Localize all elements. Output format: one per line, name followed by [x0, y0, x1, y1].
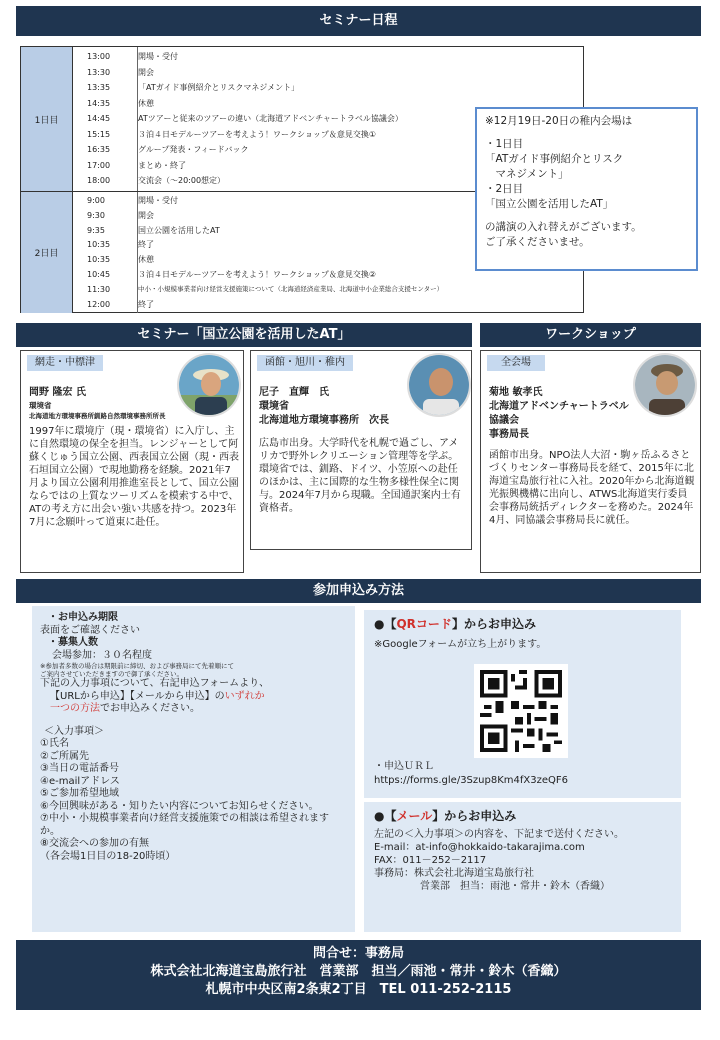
- venue-note: [475, 107, 698, 271]
- schedule-item: 休憩: [138, 255, 154, 265]
- schedule-item: 終了: [138, 299, 154, 309]
- speaker-photo: [177, 353, 241, 417]
- qr-title: ●【QRコード】からお申込み: [374, 617, 536, 631]
- mail-email[interactable]: E-mail：at-info@hokkaido-takarajima.com: [374, 842, 585, 853]
- mail-instruction: 左記の＜入力事項＞の内容を、下記まで送付ください。: [374, 829, 624, 840]
- mail-application-box: [364, 802, 681, 932]
- schedule-time: 9:00: [87, 196, 105, 205]
- field-item: ④e-mailアドレス: [40, 775, 120, 787]
- deadline-text: 表面をご確認ください: [40, 624, 140, 636]
- instruction-text: 下記の入力事項について、右記申込フォームより、: [40, 678, 270, 689]
- mail-contact: 営業部 担当：雨池・常井・鈴木（香織）: [420, 881, 610, 892]
- schedule-header: セミナー日程: [16, 6, 701, 36]
- note-line: ・2日目: [485, 183, 524, 195]
- schedule-item: まとめ・終了: [138, 160, 186, 170]
- capacity-heading: ・募集人数: [48, 637, 98, 648]
- schedule-item: グループ発表・フィードバック: [138, 145, 249, 154]
- schedule-time: 14:45: [87, 114, 111, 123]
- field-item: ⑦中小・小規模事業者向け経営支援施策での相談は希望されますか。: [40, 813, 329, 837]
- schedule-item: 開場・受付: [138, 52, 178, 61]
- mail-fax: FAX：011－252－2117: [374, 855, 487, 866]
- note-line: マネジメント」: [485, 168, 569, 180]
- speaker-name: 尼子 直輝 氏: [259, 387, 329, 398]
- speaker-org: 環境省: [29, 401, 52, 410]
- field-item: ②ご所属先: [40, 750, 89, 762]
- speaker-bio: 広島市出身。大学時代を札幌で過ごし、アメリカで野外レクリエーション管理等を学ぶ。環境省では、釧路、ドイツ、小笠原への赴任のほかは、主に国際的な生物多様性保全に関与。2024年7月から現職。全国通訳案内士有資格者。: [259, 438, 461, 514]
- qr-note: ※Googleフォームが立ち上がります。: [374, 639, 547, 650]
- speaker-org: 北海道地方環境事務所 次長: [259, 415, 389, 426]
- park-seminar-header: セミナー「国立公園を活用したAT」: [16, 323, 472, 347]
- note-line: ご了承くださいませ。: [485, 236, 590, 248]
- qr-code[interactable]: [474, 664, 568, 758]
- schedule-time: 15:15: [87, 129, 111, 139]
- deadline-heading: ・お申込み期限: [48, 612, 118, 623]
- capacity-text: 会場参加：３０名程度: [52, 649, 152, 661]
- field-item: ①氏名: [40, 738, 69, 749]
- fields-heading: ＜入力事項＞: [44, 725, 104, 737]
- speaker-name: 岡野 隆宏 氏: [29, 387, 86, 398]
- schedule-time: 9:30: [87, 210, 105, 220]
- speaker-org: 事務局長: [489, 429, 529, 440]
- field-item: ⑧交流会への参加の有無: [40, 838, 149, 849]
- schedule-time: 11:30: [87, 284, 111, 294]
- instruction-text: 一つの方法でお申込みください。: [50, 703, 200, 714]
- field-item: ⑤ご参加希望地域: [40, 788, 119, 799]
- contact-footer: [16, 940, 701, 1010]
- field-item: ③当日の電話番号: [40, 763, 119, 774]
- schedule-item: 休憩: [138, 98, 154, 108]
- speaker-org: 環境省: [259, 401, 289, 412]
- url-label: ・申込ＵＲＬ: [374, 761, 434, 772]
- schedule-item: 開会: [138, 210, 154, 220]
- schedule-time: 13:30: [87, 67, 111, 77]
- schedule-time: 13:35: [87, 83, 111, 92]
- note-line: 「ATガイド事例紹介とリスク: [485, 153, 624, 165]
- schedule-time: 10:35: [87, 240, 111, 250]
- schedule-item: 終了: [138, 240, 154, 250]
- mail-office: 事務局：株式会社北海道宝島旅行社: [374, 868, 534, 879]
- schedule-item: 中小・小規模事業者向け経営支援施策について（北海道経済産業局、北海道中小企業総合支援センター）: [138, 284, 444, 293]
- speaker-photo: [407, 353, 471, 417]
- schedule-time: 12:00: [87, 299, 111, 309]
- schedule-time: 10:45: [87, 270, 111, 279]
- mail-title: ●【メール】からお申込み: [374, 809, 517, 823]
- application-details: [32, 606, 355, 932]
- schedule-item: 「ATガイド事例紹介とリスクマネジメント」: [138, 83, 300, 92]
- schedule-item: ATツアーと従来のツアーの違い（北海道アドベンチャートラベル協議会）: [138, 114, 403, 123]
- day1-label: 1日目: [21, 47, 73, 191]
- note-line: ※12月19日-20日の稚内会場は: [485, 115, 633, 127]
- field-item: （各会場1日目の18-20時頃）: [40, 850, 176, 862]
- schedule-time: 17:00: [87, 160, 111, 170]
- speaker-org: 協議会: [489, 415, 519, 426]
- note-line: ・1日目: [485, 138, 524, 150]
- day2-label: 2日目: [21, 192, 73, 313]
- speaker-card-okano: [20, 350, 244, 573]
- speaker-bio: 函館市出身。NPO法人大沼・駒ヶ岳ふるさとづくりセンター事務局長を経て、2015年に北海道宝島旅行社に入社。2020年から北海道観光振興機構に出向し、ATWS北海道実行委員会事務局統括ディレクターを務めた。2024年4月、同協議会事務局長に就任。: [489, 450, 695, 526]
- schedule-item: 開会: [138, 67, 154, 77]
- capacity-note: ご案内させていただきますので御了承ください。: [40, 670, 183, 678]
- footer-line: 札幌市中央区南2条東2丁目 TEL 011-252-2115: [205, 982, 512, 997]
- speaker-photo: [633, 353, 697, 417]
- footer-line: 株式会社北海道宝島旅行社 営業部 担当／雨池・常井・鈴木（香織）: [150, 964, 567, 979]
- speaker-card-kikuchi: [480, 350, 701, 573]
- schedule-item: ３泊４日モデルーツアーを考えよう！ワークショップ＆意見交換①: [138, 129, 377, 139]
- note-line: の講演の入れ替えがございます。: [485, 221, 642, 233]
- speaker-card-amako: [250, 350, 472, 550]
- capacity-note: ※参加者多数の場合は期限前に締切、および事務局にて先着順にて: [40, 662, 234, 670]
- schedule-time: 9:35: [87, 225, 105, 235]
- schedule-time: 10:35: [87, 255, 111, 265]
- schedule-time: 16:35: [87, 145, 111, 154]
- region-tag: 網走・中標津: [27, 355, 103, 371]
- note-line: 「国立公園を活用したAT」: [485, 198, 614, 210]
- schedule-time: 18:00: [87, 176, 111, 185]
- schedule-item: 国立公園を活用したAT: [138, 225, 220, 235]
- schedule-item: 交流会（～20:00想定）: [138, 176, 226, 185]
- schedule-time: 13:00: [87, 52, 111, 61]
- speaker-bio: 1997年に環境庁（現・環境省）に入庁し、主に自然環境の保全を担当。レンジャーとして阿蘇くじゅう国立公園、西表国立公園（現・西表石垣国立公園）で現地勤務を経験。2021年7月より国立公園利用推進室長として、国立公園ならではの上質なツーリズムを模索する中で、ATの考え方に出会い強い共感を持つ。2023年7月に念願叶って道東に赴任。: [29, 426, 239, 528]
- speaker-name: 菊地 敏孝氏: [489, 387, 543, 398]
- region-tag: 全会場: [487, 355, 545, 371]
- speaker-org: 北海道地方環境事務所釧路自然環境事務所所長: [29, 412, 166, 420]
- form-url-link[interactable]: https://forms.gle/3Szup8Km4fX3zeQF6: [374, 775, 568, 786]
- region-tag: 函館・旭川・稚内: [257, 355, 353, 371]
- speaker-org: 北海道アドベンチャートラベル: [489, 401, 629, 412]
- application-header: 参加申込み方法: [16, 579, 701, 603]
- instruction-text: 【URLから申込】【メールから申込】のいずれか: [50, 690, 265, 702]
- schedule-item: 開場・受付: [138, 196, 178, 205]
- schedule-time: 14:35: [87, 98, 111, 108]
- workshop-header: ワークショップ: [480, 323, 701, 347]
- schedule-item: ３泊４日モデルーツアーを考えよう！ワークショップ＆意見交換②: [138, 270, 377, 279]
- field-item: ⑥今回興味がある・知りたい内容についてお知らせください。: [40, 800, 319, 812]
- qr-application-box: [364, 610, 681, 798]
- footer-line: 問合せ：事務局: [312, 946, 404, 961]
